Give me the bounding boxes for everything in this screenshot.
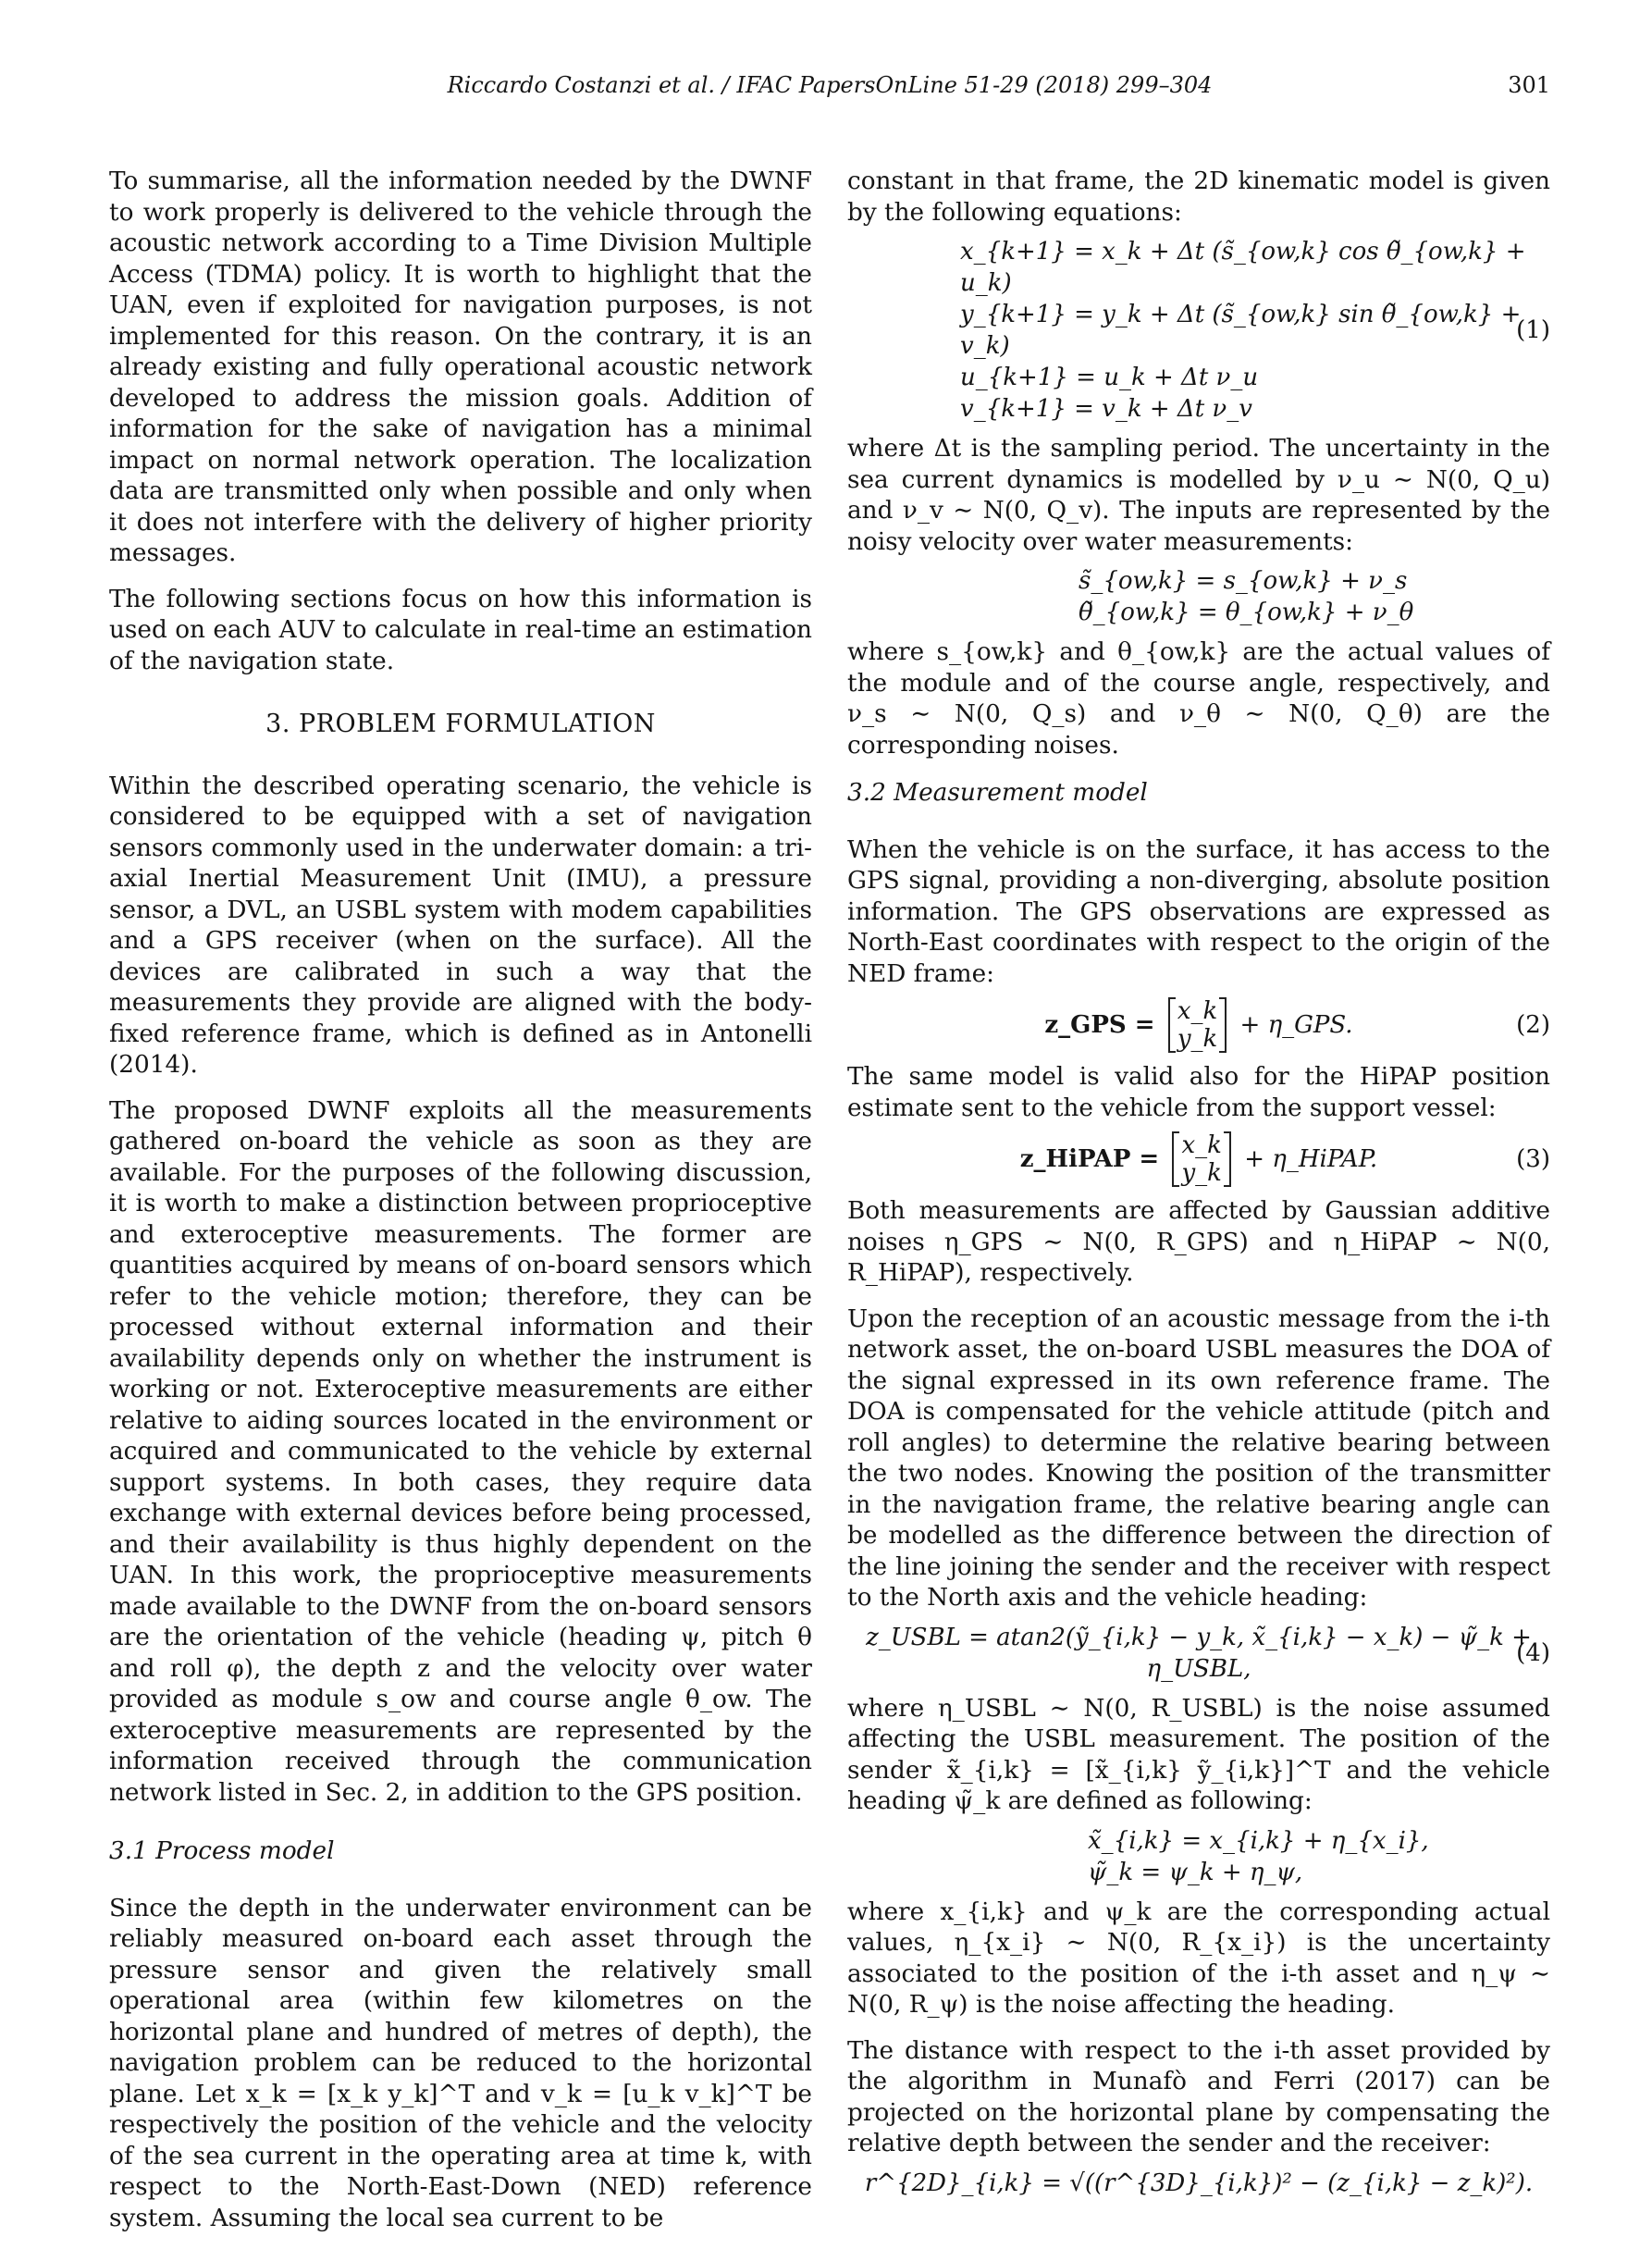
equation-line: x̃_{i,k} = x_{i,k} + η_{x_i}, <box>1088 1826 1429 1855</box>
position-vector <box>1172 1131 1230 1187</box>
equation-line: v_{k+1} = v_k + Δt ν_v <box>960 395 1252 423</box>
vector-entry: y_k <box>1181 1159 1222 1187</box>
equation-number: (1) <box>1516 316 1550 344</box>
paragraph: To summarise, all the information needed by the DWNF to work properly is delivered to the vehicle through the acoustic network according to a Time Division Multiple Access (TDMA) policy. It is worth to highlight that the UAN, even if exploited for navigation purposes, is not implemented for this reason. On the contrary, it is an already existing and fully operational acoustic network developed to address the mission goals. Addition of information for the sake of navigation has a minimal impact on normal network operation. The localization data are transmitted only when possible and only when it does not interfere with the delivery of higher priority messages. <box>109 167 812 567</box>
left-column <box>109 167 812 2249</box>
running-title: Riccardo Costanzi et al. / IFAC PapersOnLine 51-29 (2018) 299–304 <box>447 72 1213 98</box>
paragraph: Within the described operating scenario, the vehicle is considered to be equipped with a set of navigation sensors commonly used in the underwater domain: a tri-axial Inertial Measurement Unit (IMU), a pressure sensor, a DVL, an USBL system with modem capabilities and a GPS receiver (when on the surface). All the devices are calibrated in such a way that the measurements they provide are aligned with the body-fixed reference frame, which is defined as in Antonelli (2014). <box>109 772 812 1079</box>
position-vector <box>1168 997 1227 1053</box>
equation-lhs: z_GPS = <box>1044 1011 1155 1039</box>
paragraph: Both measurements are affected by Gaussian additive noises η_GPS ∼ N(0, R_GPS) and η_HiPAP ∼ N(0, R_HiPAP), respectively. <box>847 1197 1550 1287</box>
equation-noise <box>847 565 1550 628</box>
equation-line: u_{k+1} = u_k + Δt ν_u <box>960 364 1259 391</box>
vector-entry: x_k <box>1181 1131 1222 1159</box>
equation-number: (2) <box>1516 1011 1550 1039</box>
equation-sender <box>847 1825 1550 1888</box>
subsection-heading: 3.2 Measurement model <box>847 779 1148 807</box>
paragraph: The same model is valid also for the HiPAP position estimate sent to the vehicle from the support vessel: <box>847 1063 1550 1122</box>
equation-body: z_USBL = atan2(ỹ_{i,k} − y_k, x̃_{i,k} − x_k) − ψ̃_k + η_USBL, <box>866 1623 1532 1683</box>
paragraph: where s_{ow,k} and θ_{ow,k} are the actual values of the module and of the course angle, respectively, and ν_s ∼ N(0, Q_s) and ν_θ ∼ N(0, Q_θ) are the corresponding noises. <box>847 638 1550 760</box>
equation-2 <box>847 997 1550 1053</box>
paragraph: Upon the reception of an acoustic message from the i-th network asset, the on-board USBL measures the DOA of the signal expressed in its own reference frame. The DOA is compensated for the vehicle attitude (pitch and roll angles) to determine the relative bearing between the two nodes. Knowing the position of the transmitter in the navigation frame, the relative bearing angle can be modelled as the difference between the direction of the line joining the sender and the receiver with respect to the North axis and the vehicle heading: <box>847 1304 1550 1612</box>
vector-entry: y_k <box>1177 1025 1218 1053</box>
paragraph: constant in that frame, the 2D kinematic model is given by the following equations: <box>847 167 1550 227</box>
subsection-heading: 3.1 Process model <box>109 1837 335 1865</box>
paragraph: The following sections focus on how this information is used on each AUV to calculate in real-time an estimation of the navigation state. <box>109 585 812 675</box>
equation-line: θ̃_{ow,k} = θ_{ow,k} + ν_θ <box>1079 599 1414 626</box>
equation-1 <box>847 236 1550 425</box>
running-header <box>109 72 1550 109</box>
equation-4 <box>847 1622 1550 1685</box>
equation-number: (4) <box>1516 1638 1550 1667</box>
paragraph: where Δt is the sampling period. The uncertainty in the sea current dynamics is modelled by ν_u ∼ N(0, Q_u) and ν_v ∼ N(0, Q_v). The inputs are represented by the noisy velocity over water measurements: <box>847 435 1550 556</box>
paragraph: The proposed DWNF exploits all the measurements gathered on-board the vehicle as soon as they are available. For the purposes of the following discussion, it is worth to make a distinction between proprioceptive and exteroceptive measurements. The former are quantities acquired by means of on-board sensors which refer to the vehicle motion; therefore, they can be processed without external information and their availability depends only on whether the instrument is working or not. Exteroceptive measurements are either relative to aiding sources located in the environment or acquired and communicated to the vehicle by external support systems. In both cases, they require data exchange with external devices before being processed, and their availability is thus highly dependent on the UAN. In this work, the proprioceptive measurements made available to the DWNF from the on-board sensors are the orientation of the vehicle (heading ψ, pitch θ and roll φ), the depth z and the velocity over water provided as module s_ow and course angle θ_ow. The exteroceptive measurements are represented by the information received through the communication network listed in Sec. 2, in addition to the GPS position. <box>109 1096 812 1807</box>
equation-number: (3) <box>1516 1145 1550 1173</box>
equation-rhs: + η_GPS. <box>1239 1011 1353 1039</box>
equation-line: s̃_{ow,k} = s_{ow,k} + ν_s <box>1079 567 1408 595</box>
section-heading: 3. PROBLEM FORMULATION <box>265 710 656 738</box>
equation-line: y_{k+1} = y_k + Δt (s̃_{ow,k} sin θ̃_{ow,k} + v_k) <box>960 301 1522 360</box>
paragraph: Since the depth in the underwater environment can be reliably measured on-board each asset through the pressure sensor and given the relatively small operational area (within few kilometres on the horizontal plane and hundred of metres of depth), the navigation problem can be reduced to the horizontal plane. Let x_k = [x_k y_k]^T and v_k = [u_k v_k]^T be respectively the position of the vehicle and the velocity of the sea current in the operating area at time k, with respect to the North-East-Down (NED) reference system. Assuming the local sea current to be <box>109 1894 812 2232</box>
equation-rhs: + η_HiPAP. <box>1244 1145 1378 1173</box>
vector-entry: x_k <box>1177 997 1218 1025</box>
equation-5 <box>847 2168 1550 2199</box>
equation-3 <box>847 1131 1550 1187</box>
equation-lhs: z_HiPAP = <box>1019 1145 1160 1173</box>
paragraph: The distance with respect to the i-th asset provided by the algorithm in Munafò and Ferri (2017) can be projected on the horizontal plane by compensating the relative depth between the sender and the receiver: <box>847 2036 1550 2157</box>
equation-line: ψ̃_k = ψ_k + η_ψ, <box>1088 1858 1303 1886</box>
paragraph: When the vehicle is on the surface, it has access to the GPS signal, providing a non-diverging, absolute position information. The GPS observations are expressed as North-East coordinates with respect to the origin of the NED frame: <box>847 835 1550 988</box>
paragraph: where η_USBL ∼ N(0, R_USBL) is the noise assumed affecting the USBL measurement. The position of the sender x̃_{i,k} = [x̃_{i,k} ỹ_{i,k}]^T and the vehicle heading ψ̃_k are defined as following: <box>847 1694 1550 1815</box>
page-number: 301 <box>1508 72 1550 98</box>
equation-line: x_{k+1} = x_k + Δt (s̃_{ow,k} cos θ̃_{ow,k} + u_k) <box>960 238 1526 297</box>
right-column <box>847 167 1550 2208</box>
equation-body: r^{2D}_{i,k} = √((r^{3D}_{i,k})² − (z_{i,k} − z_k)²). <box>864 2169 1534 2197</box>
paragraph: where x_{i,k} and ψ_k are the corresponding actual values, η_{x_i} ∼ N(0, R_{x_i}) is the uncertainty associated to the position of the i-th asset and η_ψ ∼ N(0, R_ψ) is the noise affecting the heading. <box>847 1897 1550 2019</box>
